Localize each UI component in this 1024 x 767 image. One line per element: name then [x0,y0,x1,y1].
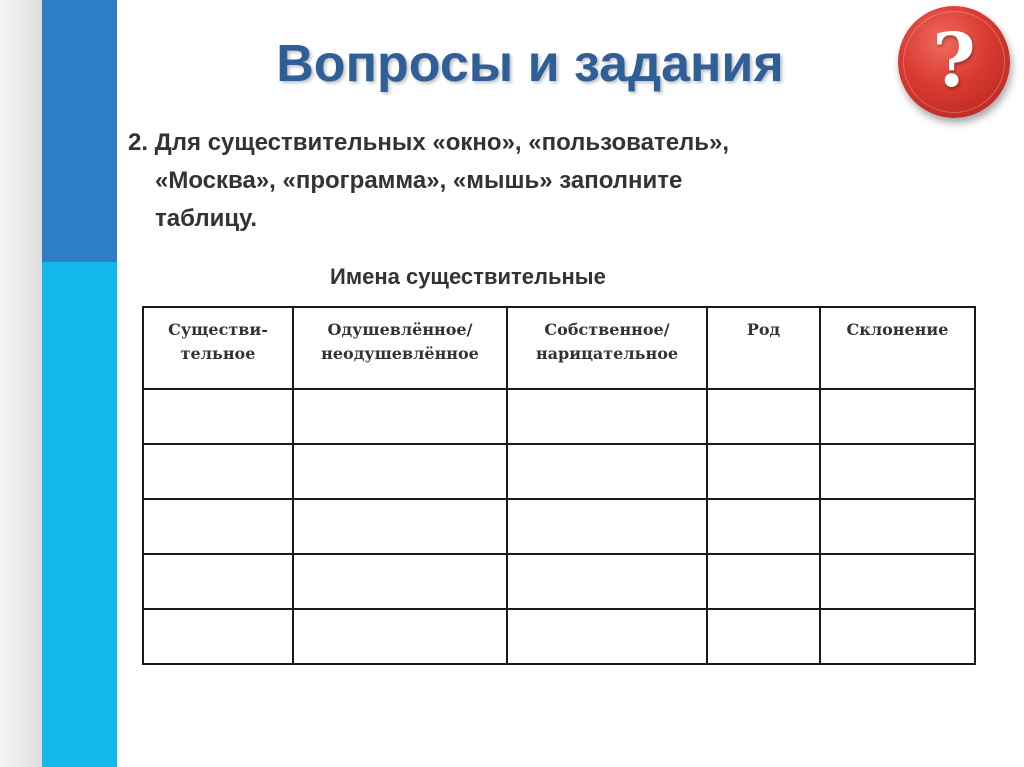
table-cell[interactable] [293,609,507,664]
table-row [143,389,975,444]
accent-bar-dark [42,0,117,262]
table-cell[interactable] [143,609,293,664]
table-row [143,609,975,664]
table-cell[interactable] [143,554,293,609]
table-cell[interactable] [143,499,293,554]
header-line: нарицательное [535,344,679,363]
table-cell[interactable] [293,499,507,554]
task-line: «Москва», «программа», «мышь» заполните [155,167,683,194]
table-cell[interactable] [507,389,707,444]
header-line: Собственное/ [544,320,670,339]
header-animacy [293,307,507,389]
table-cell[interactable] [293,444,507,499]
slide-title: Вопросы и задания [276,35,784,93]
table-cell[interactable] [707,444,820,499]
accent-bar-light [42,262,117,767]
task-line: таблицу. [155,205,257,232]
header-line: Существи- [168,320,268,339]
header-gender [707,307,820,389]
table-row [143,499,975,554]
table-cell[interactable] [507,554,707,609]
table-caption: Имена существительные [330,264,606,289]
table-row [143,444,975,499]
header-line: неодушевлённое [321,344,479,363]
table-cell[interactable] [507,444,707,499]
table-cell[interactable] [820,609,975,664]
header-line: Одушевлённое/ [327,320,473,339]
header-declension [820,307,975,389]
table-cell[interactable] [707,554,820,609]
table-cell[interactable] [707,499,820,554]
header-line: Род [746,320,781,339]
left-shadow-strip [0,0,42,767]
header-line: Склонение [846,320,949,339]
task-text [128,124,888,238]
header-noun [143,307,293,389]
table-cell[interactable] [143,389,293,444]
table-cell[interactable] [707,609,820,664]
table-cell[interactable] [820,554,975,609]
table-cell[interactable] [820,499,975,554]
table-cell[interactable] [820,389,975,444]
table-cell[interactable] [143,444,293,499]
table-cell[interactable] [293,389,507,444]
question-badge-icon [898,6,1010,118]
table-cell[interactable] [507,609,707,664]
table-header-row [143,307,975,389]
table-row [143,554,975,609]
table-cell[interactable] [820,444,975,499]
table-cell[interactable] [507,499,707,554]
question-mark: ? [932,18,976,104]
task-line: 2. Для существительных «окно», «пользователь», [128,129,730,156]
table-cell[interactable] [293,554,507,609]
header-proper-common [507,307,707,389]
nouns-table [142,306,976,665]
table-cell[interactable] [707,389,820,444]
header-line: тельное [180,344,256,363]
